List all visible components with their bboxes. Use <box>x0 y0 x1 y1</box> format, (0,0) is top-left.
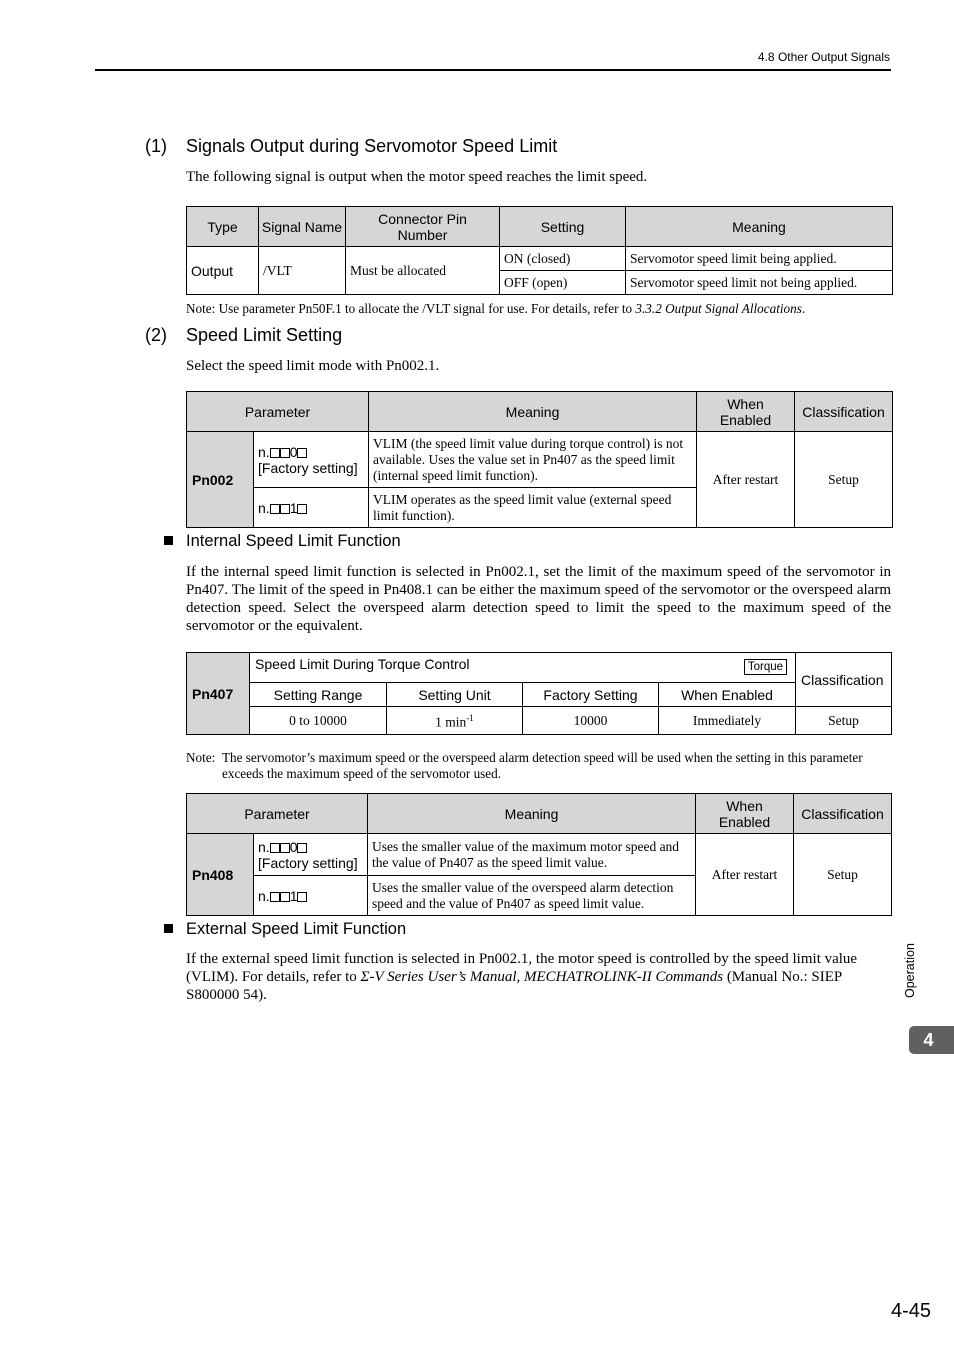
section1-note <box>186 301 805 317</box>
pn407-range-header: Setting Range <box>250 683 387 707</box>
pn407-wrapper <box>186 652 891 735</box>
pn408-meaning-header: Meaning <box>368 794 696 834</box>
external-body-end: (Manual No.: SIEP S800000 54). <box>186 969 842 1003</box>
col-pin-header: Connector Pin Number <box>346 207 500 247</box>
square-bullet-icon <box>164 924 173 933</box>
chapter-tab: 4 <box>909 1026 954 1054</box>
placeholder-box-icon <box>297 448 307 458</box>
code-prefix: n. <box>258 499 270 516</box>
signal-type: Output <box>187 247 259 295</box>
factory-setting-label: [Factory setting] <box>258 459 358 476</box>
pn407-unit-exponent: -1 <box>466 713 474 724</box>
setting-off: OFF (open) <box>500 271 626 295</box>
pn407-note <box>186 750 876 782</box>
pn002-when: After restart <box>697 432 795 528</box>
placeholder-box-icon <box>270 843 280 853</box>
external-heading <box>164 920 406 939</box>
pn002-meaning-1: VLIM operates as the speed limit value (external speed limit function). <box>369 488 697 528</box>
placeholder-box-icon <box>280 448 290 458</box>
pn408-table <box>186 793 892 916</box>
pn407-unit-header: Setting Unit <box>387 683 523 707</box>
pn407-unit <box>387 707 523 735</box>
page-number: 4-45 <box>890 1300 931 1322</box>
external-body-text: If the external speed limit function is selected in Pn002.1, the motor speed is controlled by the speed limit value (VLIM). For details, refer to <box>186 951 858 985</box>
code-prefix: n. <box>258 443 270 460</box>
pn002-when-header: When Enabled <box>697 392 795 432</box>
section1-title: Signals Output during Servomotor Speed Limit <box>186 136 558 156</box>
meaning-on: Servomotor speed limit being applied. <box>626 247 893 271</box>
pn408-meaning-0: Uses the smaller value of the maximum motor speed and the value of Pn407 as the speed limit value. <box>368 834 696 876</box>
code-prefix: n. <box>258 887 270 904</box>
pn408-meaning-1: Uses the smaller value of the overspeed alarm detection speed and the value of Pn407 as speed limit value. <box>368 876 696 916</box>
pn002-meaning-0: VLIM (the speed limit value during torque control) is not available. Uses the value set in Pn407 as the speed limit (internal speed limit function). <box>369 432 697 488</box>
pn002-meaning-header: Meaning <box>369 392 697 432</box>
pn408-when: After restart <box>696 834 794 916</box>
placeholder-box-icon <box>297 843 307 853</box>
section2-heading <box>145 325 342 346</box>
signal-name: /VLT <box>259 247 346 295</box>
section1-heading <box>145 136 557 157</box>
internal-heading <box>164 532 401 551</box>
pn002-classification: Setup <box>795 432 893 528</box>
placeholder-box-icon <box>280 843 290 853</box>
code-digit: 1 <box>289 887 298 904</box>
section2-number: (2) <box>145 325 167 345</box>
pn002-param-header: Parameter <box>187 392 369 432</box>
pn408-setting-1 <box>254 876 368 916</box>
pn002-setting-1 <box>254 488 369 528</box>
header-rule <box>95 69 891 71</box>
pn407-when: Immediately <box>659 707 796 735</box>
pn407-when-header: When Enabled <box>659 683 796 707</box>
square-bullet-icon <box>164 536 173 545</box>
pn407-note-text: The servomotor’s maximum speed or the overspeed alarm detection speed will be used when the setting in this parameter exceeds the maximum speed of the servomotor used. <box>222 750 863 781</box>
section2-title: Speed Limit Setting <box>186 325 343 345</box>
pn408-param: Pn408 <box>187 834 254 916</box>
section1-number: (1) <box>145 136 167 156</box>
section1-note-end: . <box>801 301 806 316</box>
meaning-off: Servomotor speed limit not being applied. <box>626 271 893 295</box>
section1-note-ref: 3.3.2 Output Signal Allocations <box>635 301 802 316</box>
pn002-param: Pn002 <box>187 432 254 528</box>
pn002-setting-0 <box>254 432 369 488</box>
col-setting-header: Setting <box>500 207 626 247</box>
code-digit: 0 <box>289 838 298 855</box>
torque-tag: Torque <box>744 659 787 675</box>
note-label: Note: <box>186 750 216 765</box>
code-prefix: n. <box>258 838 270 855</box>
chapter-side-label-text: Operation <box>903 943 917 998</box>
pn408-setting-0 <box>254 834 368 876</box>
col-type-header: Type <box>187 207 259 247</box>
placeholder-box-icon <box>270 892 280 902</box>
code-digit: 0 <box>289 443 298 460</box>
running-head: 4.8 Other Output Signals <box>757 50 890 64</box>
pn407-name <box>250 653 796 683</box>
setting-on: ON (closed) <box>500 247 626 271</box>
pn408-classification: Setup <box>794 834 892 916</box>
signal-pin: Must be allocated <box>346 247 500 295</box>
pn407-range: 0 to 10000 <box>250 707 387 735</box>
pn407-unit-text: 1 min <box>435 714 467 730</box>
pn002-class-header: Classification <box>795 392 893 432</box>
placeholder-box-icon <box>270 448 280 458</box>
placeholder-box-icon <box>297 504 307 514</box>
pn407-param: Pn407 <box>187 653 250 735</box>
section2-intro: Select the speed limit mode with Pn002.1. <box>186 358 440 374</box>
col-signal-header: Signal Name <box>259 207 346 247</box>
vlt-signal-table <box>186 206 893 295</box>
factory-setting-label: [Factory setting] <box>258 854 358 871</box>
pn407-table <box>186 652 892 735</box>
placeholder-box-icon <box>280 504 290 514</box>
pn407-classification: Setup <box>796 707 892 735</box>
internal-heading-text: Internal Speed Limit Function <box>186 532 401 550</box>
pn407-factory-header: Factory Setting <box>523 683 659 707</box>
section1-intro: The following signal is output when the motor speed reaches the limit speed. <box>186 169 648 185</box>
placeholder-box-icon <box>270 504 280 514</box>
col-meaning-header: Meaning <box>626 207 893 247</box>
external-manual-ref: Σ-V Series User’s Manual, MECHATROLINK-II Commands <box>360 969 724 985</box>
pn002-table <box>186 391 893 528</box>
placeholder-box-icon <box>297 892 307 902</box>
internal-body: If the internal speed limit function is selected in Pn002.1, set the limit of the maximum speed of the servomotor in Pn407. The limit of the speed in Pn408.1 can be either the maximum speed of the servomotor or the overspeed alarm detection speed. Select the overspeed alarm detection speed to limit the speed to the maximum speed of the servomotor or the equivalent. <box>186 564 891 634</box>
pn407-class-header: Classification <box>796 653 892 707</box>
pn408-param-header: Parameter <box>187 794 368 834</box>
placeholder-box-icon <box>280 892 290 902</box>
pn407-factory: 10000 <box>523 707 659 735</box>
pn407-name-text: Speed Limit During Torque Control <box>255 656 470 672</box>
section1-note-text: Note: Use parameter Pn50F.1 to allocate the /VLT signal for use. For details, refer to <box>186 301 636 316</box>
pn408-class-header: Classification <box>794 794 892 834</box>
external-body <box>186 950 891 1004</box>
external-heading-text: External Speed Limit Function <box>186 920 407 938</box>
pn408-when-header: When Enabled <box>696 794 794 834</box>
code-digit: 1 <box>289 499 298 516</box>
